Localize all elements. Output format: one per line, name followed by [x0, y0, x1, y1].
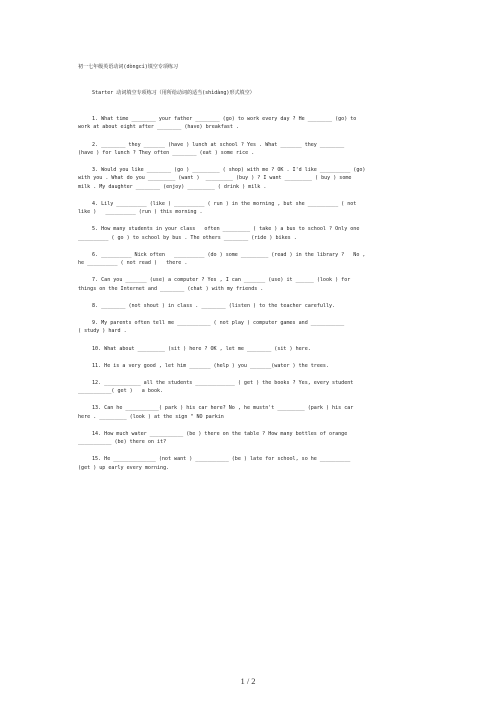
question-item — [78, 166, 418, 191]
question-item — [78, 455, 418, 472]
question-item — [78, 430, 418, 447]
question-text-line: 1. What time ________ your father ________ (go) to work every day ? He ________ (go) to — [92, 116, 357, 122]
document-subtitle: Starter 动词填空专项练习（用所给动词的适当(shìdàng)形式填空） — [92, 90, 255, 96]
question-item — [78, 200, 418, 217]
question-item — [78, 141, 418, 158]
question-item — [78, 225, 418, 242]
question-text-line: here . _________ (look ) at the sign " NO parkin — [78, 413, 224, 420]
question-item — [78, 319, 418, 336]
question-text-line: ( study ) hard . — [78, 328, 127, 335]
question-text-line: ___________ (be) there on it? — [78, 439, 167, 446]
question-text-line: 12. ____________ all the students _____________ ( get ) the books ? Yes, every student — [92, 379, 354, 386]
question-text-line: 13. Can he ___________( park ) his car here? No , he mustn't _________ (park ) his car — [92, 405, 354, 412]
question-item — [78, 362, 418, 370]
question-text-line: 14. How much water ___________ (be ) there on the table ? How many bottles of orange — [92, 430, 348, 437]
document-title: 初一七年级英语动词(dòngcí)填空专项练习 — [78, 64, 179, 70]
question-text-line: things on the Internet and ________ (chat ) with my friends . — [78, 285, 264, 292]
question-text-line: __________ ( go ) to school by bus . The others ________ (ride ) bikes . — [78, 234, 297, 241]
question-item — [78, 251, 418, 268]
question-text-line: with you . What do you _________ (want ) _________ (buy ) ? I want _________ ( buy ) some — [78, 175, 352, 182]
question-text-line: 5. How many students in your class often _________ ( take ) a bus to school ? Only one — [92, 226, 360, 233]
question-text-line: 3. Would you like ________ (go ) _________ ( shop) with me ? OK . I'd like __________ (go) — [92, 167, 366, 173]
question-text-line: 11. He is a very good , let him _______ (help ) you _______(water ) the trees. — [92, 362, 330, 369]
question-text-line: 6. __________ Nick often __________ (do ) some _________ (read ) in the library ? No , — [92, 251, 366, 258]
question-item — [78, 276, 418, 293]
question-item — [78, 115, 418, 132]
question-text-line: 15. He ______________ (not want ) ___________ (be ) late for school, so he __________ — [92, 456, 351, 463]
question-text-line: 4. Lily __________ (like ) __________ ( run ) in the morning , but she __________ ( not — [92, 200, 357, 207]
question-text-line: (have ) for lunch ? They often ________ (eat ) some rice . — [78, 149, 255, 156]
question-text-line: 2. ________ they _______ (have ) lunch at school ? Yes . What _______ they ________ — [92, 141, 345, 148]
question-text-line: milk . My daughter ________ (enjoy) _________ ( drink ) milk . — [78, 183, 267, 190]
question-text-line: 7. Can you _______ (use) a computer ? Yes , I can _______ (use) it ______ (look ) for — [92, 277, 351, 284]
question-text-line: like ) __________ (run ) this morning . — [78, 209, 203, 216]
question-item — [78, 404, 418, 421]
question-text-line: work at about eight after ________ (have) breakfast . — [78, 124, 240, 131]
question-list — [78, 115, 418, 481]
question-text-line: 8. ________ (not shout ) in class . ________ (listen ) to the teacher carefully. — [92, 302, 336, 309]
question-text-line: (get ) up early every morning. — [78, 464, 170, 471]
question-text-line: 10. What about _________ (sit ) here ? OK , let me ________ (sit ) here. — [92, 345, 311, 352]
question-text-line: he __________ ( not read ) there . — [78, 260, 188, 267]
question-item — [78, 345, 418, 353]
question-item — [78, 379, 418, 396]
question-item — [78, 302, 418, 310]
page-indicator: 1 / 2 — [240, 676, 256, 686]
question-text-line: 9. My parents often tell me ___________ ( not play ) computer games and ___________ — [92, 320, 345, 326]
question-text-line: ___________( get ) a book. — [78, 388, 164, 395]
